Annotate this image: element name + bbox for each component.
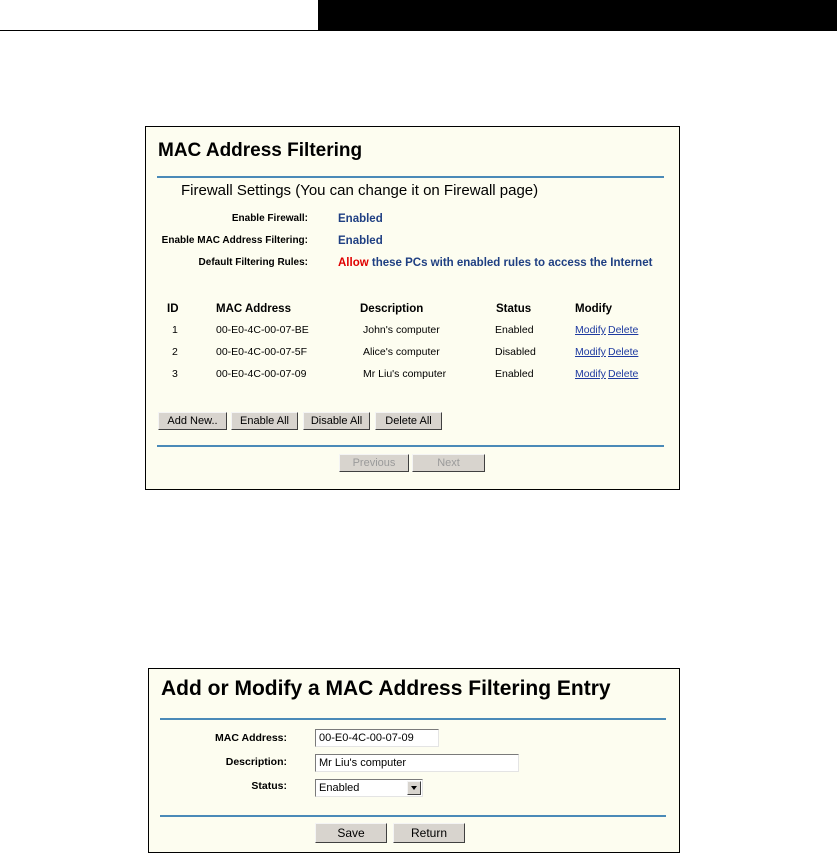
next-button[interactable]: Next	[412, 454, 485, 472]
setting-label-enable-firewall: Enable Firewall:	[231, 213, 308, 224]
col-header-modify: Modify	[575, 303, 613, 315]
setting-label-enable-mac-filtering: Enable MAC Address Filtering:	[161, 235, 308, 246]
firewall-settings-heading: Firewall Settings (You can change it on Firewall page)	[181, 182, 539, 199]
col-header-status: Status	[496, 303, 532, 315]
col-header-mac: MAC Address	[216, 303, 291, 315]
mac-filtering-panel	[145, 126, 680, 490]
mac-address-input[interactable]	[315, 729, 439, 747]
status-select[interactable]	[315, 779, 423, 797]
setting-value-enable-mac-filtering: Enabled	[338, 235, 383, 247]
delete-link[interactable]: Delete	[608, 368, 639, 380]
col-header-description: Description	[360, 303, 424, 315]
disable-all-button[interactable]: Disable All	[303, 412, 370, 430]
header-rule	[0, 30, 837, 31]
modify-link[interactable]: Modify	[575, 368, 606, 380]
row-mac: 00-E0-4C-00-07-BE	[216, 324, 309, 336]
row-id: 2	[172, 346, 178, 358]
status-label: Status:	[251, 780, 287, 792]
previous-button[interactable]: Previous	[339, 454, 409, 472]
edit-title-divider	[160, 718, 666, 720]
status-selected-value: Enabled	[319, 782, 360, 794]
save-button[interactable]: Save	[315, 823, 387, 843]
row-id: 3	[172, 368, 178, 380]
row-description: John's computer	[363, 324, 440, 336]
row-mac: 00-E0-4C-00-07-5F	[216, 346, 308, 358]
description-input[interactable]	[315, 754, 519, 772]
setting-value-default-rules	[338, 257, 652, 269]
default-rules-text: these PCs with enabled rules to access the Internet	[371, 257, 653, 269]
mac-address-label: MAC Address:	[215, 732, 287, 744]
add-new-button[interactable]: Add New..	[158, 412, 227, 430]
row-status: Enabled	[495, 368, 534, 380]
row-status: Disabled	[495, 346, 536, 358]
row-status: Enabled	[495, 324, 534, 336]
delete-link[interactable]: Delete	[608, 324, 639, 336]
row-description: Mr Liu's computer	[363, 368, 447, 380]
page-title: MAC Address Filtering	[158, 140, 363, 161]
description-label: Description:	[225, 756, 287, 768]
header-black-bar	[318, 0, 837, 30]
delete-all-button[interactable]: Delete All	[375, 412, 442, 430]
row-id: 1	[172, 324, 178, 336]
delete-link[interactable]: Delete	[608, 346, 639, 358]
edit-title: Add or Modify a MAC Address Filtering Entry	[161, 677, 611, 700]
col-header-id: ID	[167, 303, 179, 315]
modify-link[interactable]: Modify	[575, 346, 606, 358]
title-divider	[157, 176, 664, 178]
setting-label-default-rules: Default Filtering Rules:	[198, 257, 308, 268]
edit-entry-panel	[148, 668, 680, 853]
bottom-divider	[157, 445, 664, 447]
edit-bottom-divider	[160, 815, 666, 817]
setting-value-enable-firewall: Enabled	[338, 213, 383, 225]
chevron-down-icon[interactable]	[407, 781, 421, 795]
return-button[interactable]: Return	[393, 823, 465, 843]
modify-link[interactable]: Modify	[575, 324, 606, 336]
allow-keyword: Allow	[338, 257, 369, 269]
enable-all-button[interactable]: Enable All	[231, 412, 298, 430]
row-mac: 00-E0-4C-00-07-09	[216, 368, 307, 380]
row-description: Alice's computer	[363, 346, 440, 358]
